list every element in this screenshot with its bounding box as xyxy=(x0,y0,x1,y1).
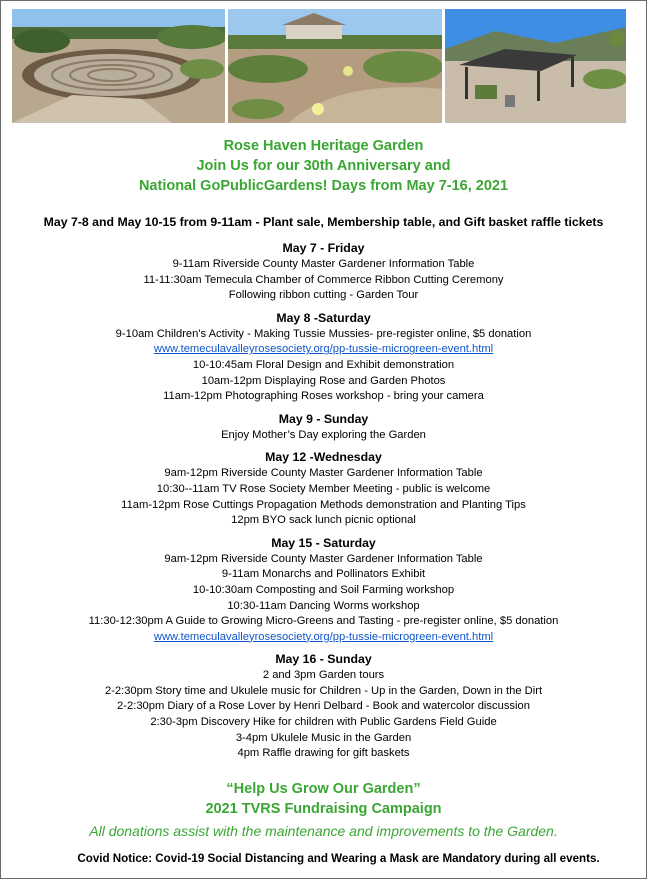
campaign-title: 2021 TVRS Fundraising Campaign xyxy=(205,801,442,817)
schedule-item: 2:30-3pm Discovery Hike for children with Public Gardens Field Guide xyxy=(150,716,497,729)
schedule-item: 12pm BYO sack lunch picnic optional xyxy=(231,514,416,527)
schedule-item: Following ribbon cutting - Garden Tour xyxy=(228,289,419,302)
schedule-item: 10-10:45am Floral Design and Exhibit demonstration xyxy=(192,358,455,371)
labyrinth-garden-photo xyxy=(12,9,225,123)
day-may-8 xyxy=(1,310,646,405)
schedule-item: 9am-12pm Riverside County Master Gardener Information Table xyxy=(164,552,483,565)
fundraising-campaign xyxy=(1,779,646,841)
day-may-7 xyxy=(1,240,646,304)
schedule-item: 11:30-12:30pm A Guide to Growing Micro-Greens and Tasting - pre-register online, $5 donation xyxy=(88,615,559,628)
event-dates-line: National GoPublicGardens! Days from May 7-16, 2021 xyxy=(138,178,509,194)
day-title: May 15 - Saturday xyxy=(271,535,376,550)
day-title: May 16 - Sunday xyxy=(275,652,372,667)
schedule-item: 3-4pm Ukulele Music in the Garden xyxy=(235,731,412,744)
schedule-item: 9-11am Monarchs and Pollinators Exhibit xyxy=(221,568,426,581)
pavilion-garden-photo xyxy=(445,9,626,123)
campaign-slogan: “Help Us Grow Our Garden” xyxy=(226,781,421,797)
schedule-item: 2 and 3pm Garden tours xyxy=(262,669,385,682)
day-title: May 9 - Sunday xyxy=(278,411,369,426)
schedule-item: 11-11:30am Temecula Chamber of Commerce Ribbon Cutting Ceremony xyxy=(143,273,504,286)
covid-notice: Covid Notice: Covid-19 Social Distancing and Wearing a Mask are Mandatory during all events. xyxy=(77,852,600,865)
garden-name: Rose Haven Heritage Garden xyxy=(223,138,424,154)
day-may-9 xyxy=(1,411,646,444)
day-title: May 12 -Wednesday xyxy=(265,450,382,465)
day-may-15 xyxy=(1,535,646,646)
intro-line: May 7-8 and May 10-15 from 9-11am - Plant sale, Membership table, and Gift basket raffle tickets xyxy=(43,215,604,229)
schedule-item: 2-2:30pm Diary of a Rose Lover by Henri Delbard - Book and watercolor discussion xyxy=(117,700,530,713)
day-may-12 xyxy=(1,449,646,528)
schedule-item: 9am-12pm Riverside County Master Gardener Information Table xyxy=(164,467,483,480)
day-may-16 xyxy=(1,651,646,762)
registration-link[interactable]: www.temeculavalleyrosesociety.org/pp-tussie-microgreen-event.html xyxy=(153,343,494,356)
campaign-note: All donations assist with the maintenance and improvements to the Garden. xyxy=(89,823,558,839)
photo-strip xyxy=(12,9,626,123)
schedule-item: 10:30--11am TV Rose Society Member Meeting - public is welcome xyxy=(156,482,491,495)
anniversary-line: Join Us for our 30th Anniversary and xyxy=(196,158,451,174)
day-title: May 8 -Saturday xyxy=(276,310,371,325)
schedule-item: 11am-12pm Photographing Roses workshop - bring your camera xyxy=(163,390,484,403)
schedule-item: 9-11am Riverside County Master Gardener Information Table xyxy=(172,258,475,270)
day-title: May 7 - Friday xyxy=(282,241,365,255)
schedule-item: Enjoy Mother’s Day exploring the Garden xyxy=(221,428,426,441)
schedule-item: 10:30-11am Dancing Worms workshop xyxy=(227,599,420,612)
schedule-item: 11am-12pm Rose Cuttings Propagation Methods demonstration and Planting Tips xyxy=(121,498,526,511)
schedule-item: 10am-12pm Displaying Rose and Garden Photos xyxy=(201,374,446,387)
garden-path-gazebo-photo xyxy=(228,9,442,123)
schedule-item: 9-10am Children's Activity - Making Tussie Mussies- pre-register online, $5 donation xyxy=(115,327,532,340)
schedule-item: 2-2:30pm Story time and Ukulele music for Children - Up in the Garden, Down in the Dirt xyxy=(104,684,543,697)
schedule-item: 4pm Raffle drawing for gift baskets xyxy=(237,747,410,760)
event-header xyxy=(1,136,646,196)
schedule-item: 10-10:30am Composting and Soil Farming workshop xyxy=(192,583,455,596)
registration-link[interactable]: www.temeculavalleyrosesociety.org/pp-tussie-microgreen-event.html xyxy=(153,630,494,643)
schedule xyxy=(1,240,646,768)
